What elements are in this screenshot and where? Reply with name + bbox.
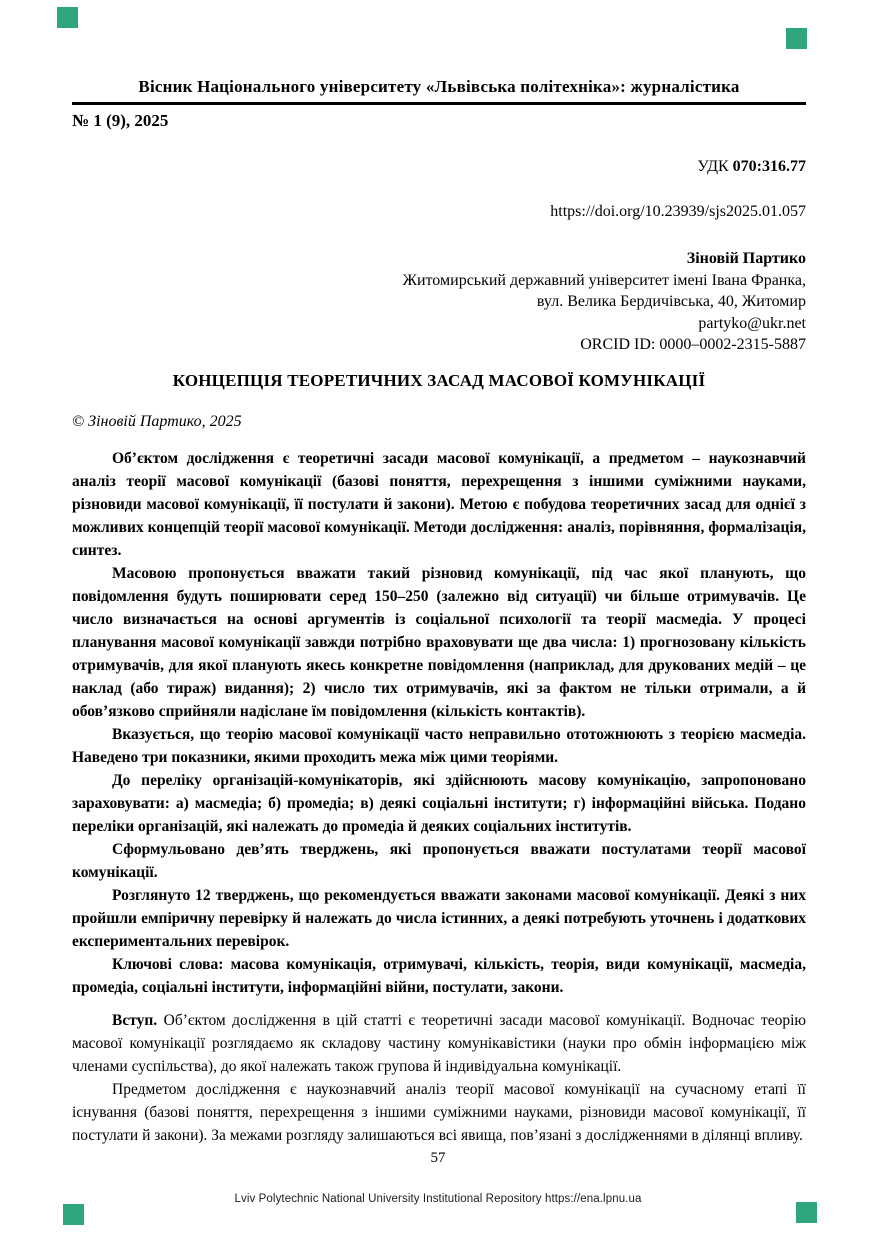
article-meta-block — [72, 158, 806, 356]
author-orcid: ORCID ID: 0000–0002-2315-5887 — [580, 336, 806, 353]
udc-line — [72, 158, 806, 176]
author-name: Зіновій Партико — [686, 250, 806, 267]
author-email: partyko@ukr.net — [698, 314, 806, 332]
author-address: вул. Велика Бердичівська, 40, Житомир — [536, 293, 806, 310]
author-affiliation: Житомирський державний університет імені Івана Франка, — [402, 271, 806, 289]
page-number: 57 — [430, 1150, 446, 1166]
corner-marker-bottom-right — [796, 1202, 817, 1223]
keywords-paragraph: Ключові слова: масова комунікація, отримувачі, кількість, теорія, види комунікації, масмедіа, промедіа, соціальні інститути, інформаційні війни, постулати, закони. — [72, 955, 806, 996]
article-title: КОНЦЕПЦІЯ ТЕОРЕТИЧНИХ ЗАСАД МАСОВОЇ КОМУНІКАЦІЇ — [172, 370, 706, 390]
repository-footer: Lviv Polytechnic National University Institutional Repository https://ena.lpnu.ua — [234, 1193, 642, 1205]
intro-paragraph — [72, 1009, 806, 1078]
intro-lead: Вступ. — [112, 1011, 158, 1029]
corner-marker-top-right — [786, 28, 807, 49]
abstract-paragraph: Розглянуто 12 тверджень, що рекомендується вважати законами масової комунікації. Деякі з них пройшли емпіричну перевірку й належать до числа істинних, а деякі потребують уточнень і додаткових експериментальних перевірок. — [72, 886, 806, 950]
abstract-paragraph: Об’єктом дослідження є теоретичні засади масової комунікації, а предметом – наукознавчий аналіз теорії масової комунікації (базові поняття, перехрещення з іншими суміжними науками, різновиди масової комунікації, її постулати й закони). Метою є побудова теоретичних засад для однієї з можливих концепцій теорії масової комунікації. Методи дослідження: аналіз, порівняння, формалізація, синтез. — [72, 449, 806, 559]
author-block — [72, 248, 806, 356]
journal-title: Вісник Національного університету «Львівська політехніка»: журналістика — [138, 77, 740, 96]
corner-marker-bottom-left — [63, 1204, 84, 1225]
abstract-paragraph: До переліку організацій-комунікаторів, які здійснюють масову комунікацію, запропоновано зараховувати: а) масмедіа; б) промедіа; в) деякі соціальні інститути; г) інформаційні війська. Подано переліки організацій, які належать до промедіа й деяких соціальних інститутів. — [72, 771, 806, 835]
intro-paragraph: Предметом дослідження є наукознавчий аналіз теорії масової комунікації на сучасному етапі її існування (базові поняття, перехрещення з іншими суміжними науками, різновиди масової комунікації, її постулати й закони). За межами розгляду залишаються всі явища, пов’язані з дослідженнями в ділянці впливу. — [72, 1080, 806, 1144]
abstract-paragraph: Вказується, що теорію масової комунікації часто неправильно ототожнюють з теорією масмедіа. Наведено три показники, якими проходить межа між цими теоріями. — [72, 725, 806, 766]
udc-label: УДК — [697, 158, 733, 175]
issue-number: № 1 (9), 2025 — [72, 111, 169, 130]
doi-link: https://doi.org/10.23939/sjs2025.01.057 — [550, 203, 806, 220]
introduction-section — [72, 1009, 806, 1147]
journal-header — [72, 76, 806, 132]
abstract-paragraph: Сформульовано дев’ять тверджень, які пропонується вважати постулатами теорії масової комунікації. — [72, 840, 806, 881]
udc-number: 070:316.77 — [732, 158, 806, 175]
copyright-line: © Зіновій Партико, 2025 — [72, 412, 242, 430]
abstract-paragraph: Масовою пропонується вважати такий різновид комунікації, під час якої планують, що повідомлення будуть поширювати серед 150–250 (залежно від ситуації) чи більше отримувачів. Це число визначається на основі аргументів із соціальної психології та теорії масмедіа. У процесі планування масової комунікації завжди потрібно враховувати ще два числа: 1) прогнозовану кількість отримувачів, для якої планують якесь конкретне повідомлення (наприклад, для друкованих медій – це наклад (або тираж) видання); 2) число тих отримувачів, які за фактом не тільки отримали, а й обов’язково сприйняли надіслане їм повідомлення (кількість контактів). — [72, 564, 806, 720]
corner-marker-top-left — [57, 7, 78, 28]
intro-paragraph-text: Об’єктом дослідження в цій статті є теоретичні засади масової комунікації. Водночас теорію масової комунікації розглядаємо як складову частину комунікавістики (науки про обмін інформацією між членами суспільства), до якої належать також групова й індивідуальна комунікації. — [72, 1011, 806, 1075]
abstract-section — [72, 447, 806, 999]
header-rule — [72, 102, 806, 105]
